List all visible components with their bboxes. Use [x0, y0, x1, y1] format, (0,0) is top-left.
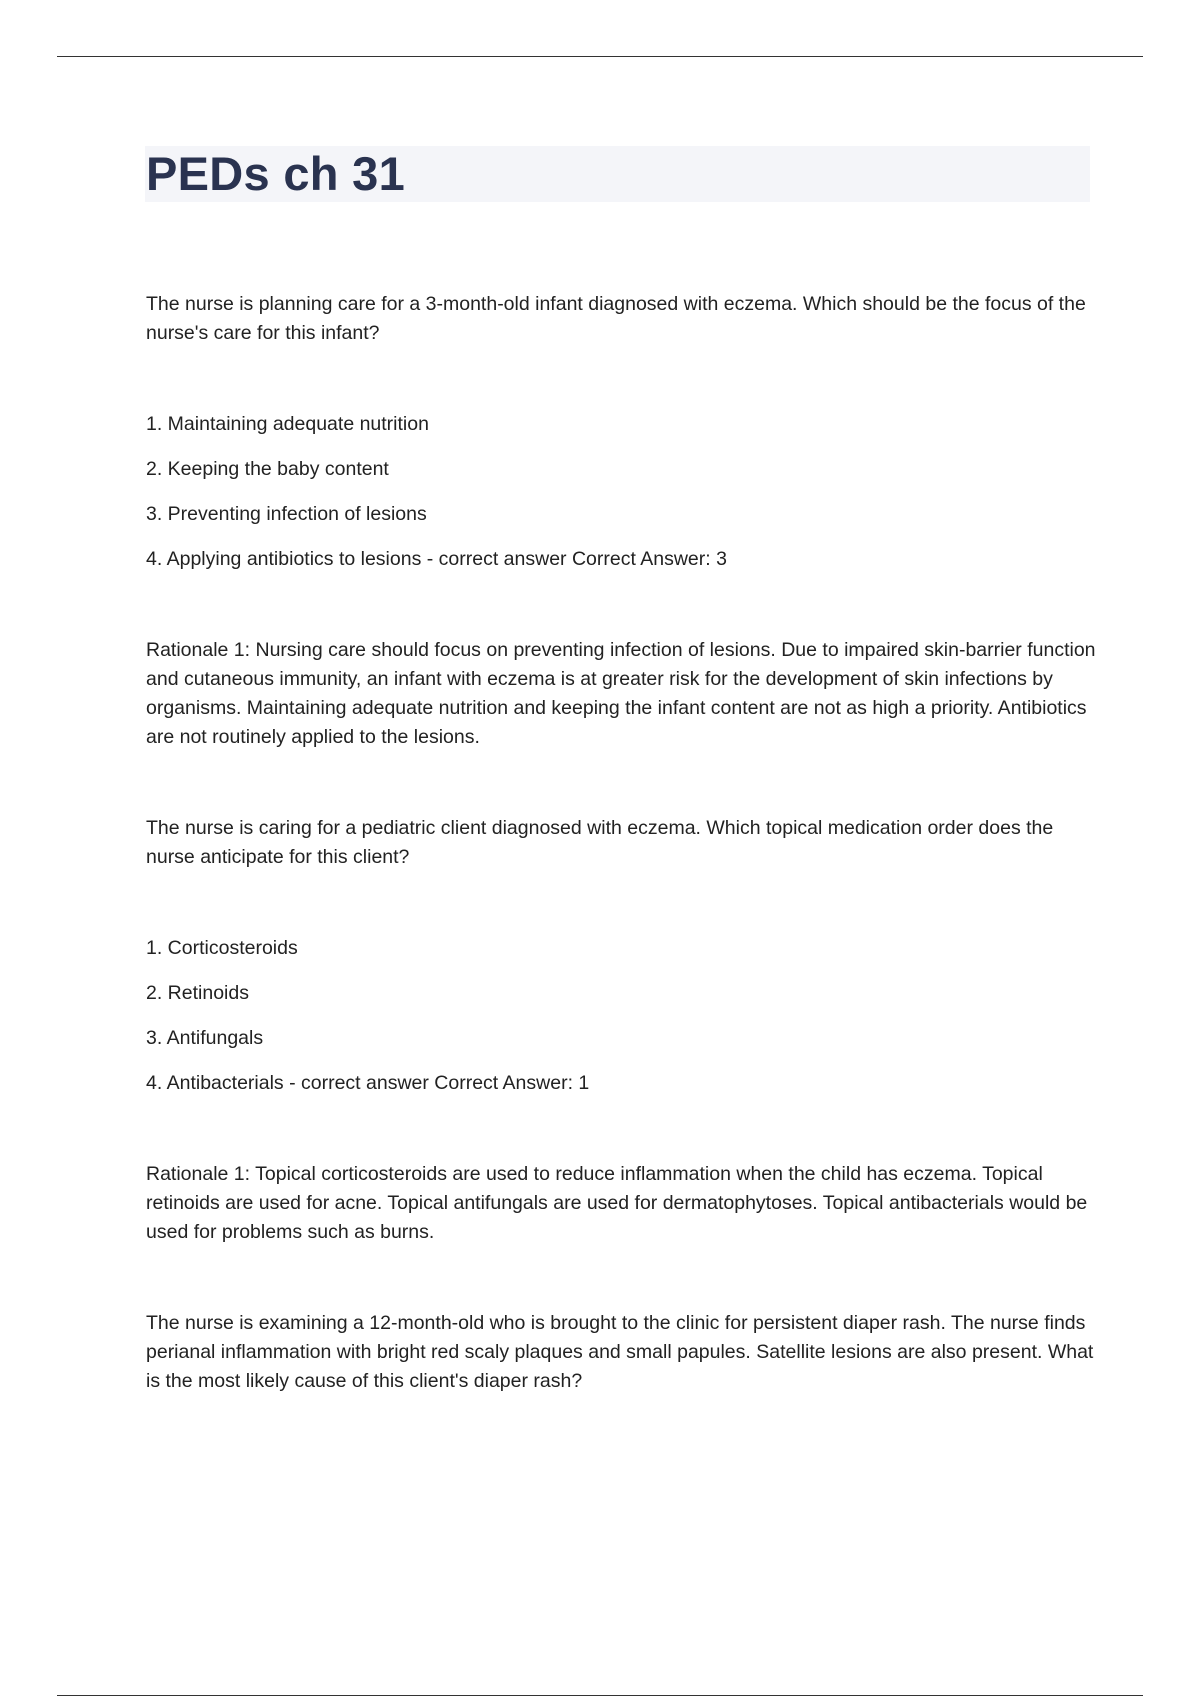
answer-option: 2. Retinoids	[146, 982, 249, 1004]
answer-option: 1. Corticosteroids	[146, 937, 298, 959]
answer-options	[146, 410, 1096, 574]
top-divider	[57, 56, 1143, 57]
answer-option: 3. Antifungals	[146, 1027, 264, 1049]
answer-option: 3. Preventing infection of lesions	[146, 503, 427, 525]
answer-option: 4. Antibacterials - correct answer Correct Answer: 1	[146, 1072, 590, 1094]
rationale-text: Rationale 1: Topical corticosteroids are used to reduce inflammation when the child has eczema. Topical retinoids are used for acne. Topical antifungals are used for dermatophytoses. Topical antibacterials would be used for problems such as burns.	[146, 1163, 1088, 1243]
answer-option: 1. Maintaining adequate nutrition	[146, 413, 429, 435]
rationale-text: Rationale 1: Nursing care should focus on preventing infection of lesions. Due to impaired skin-barrier function and cutaneous immunity, an infant with eczema is at greater risk for the development of skin infections by organisms. Maintaining adequate nutrition and keeping the infant content are not as high a priority. Antibiotics are not routinely applied to the lesions.	[146, 639, 1096, 748]
document-body	[146, 290, 1096, 1458]
answer-option: 4. Applying antibiotics to lesions - correct answer Correct Answer: 3	[146, 548, 727, 570]
answer-options	[146, 934, 1096, 1098]
question-text: The nurse is caring for a pediatric client diagnosed with eczema. Which topical medication order does the nurse anticipate for this client?	[146, 817, 1054, 868]
page-title: PEDs ch 31	[146, 147, 406, 200]
answer-option: 2. Keeping the baby content	[146, 458, 389, 480]
bottom-divider	[57, 1695, 1143, 1696]
question-text: The nurse is examining a 12-month-old who is brought to the clinic for persistent diaper rash. The nurse finds perianal inflammation with bright red scaly plaques and small papules. Satellite lesions are also present. What is the most likely cause of this client's diaper rash?	[146, 1312, 1094, 1392]
question-text: The nurse is planning care for a 3-month-old infant diagnosed with eczema. Which should be the focus of the nurse's care for this infant?	[146, 293, 1086, 344]
